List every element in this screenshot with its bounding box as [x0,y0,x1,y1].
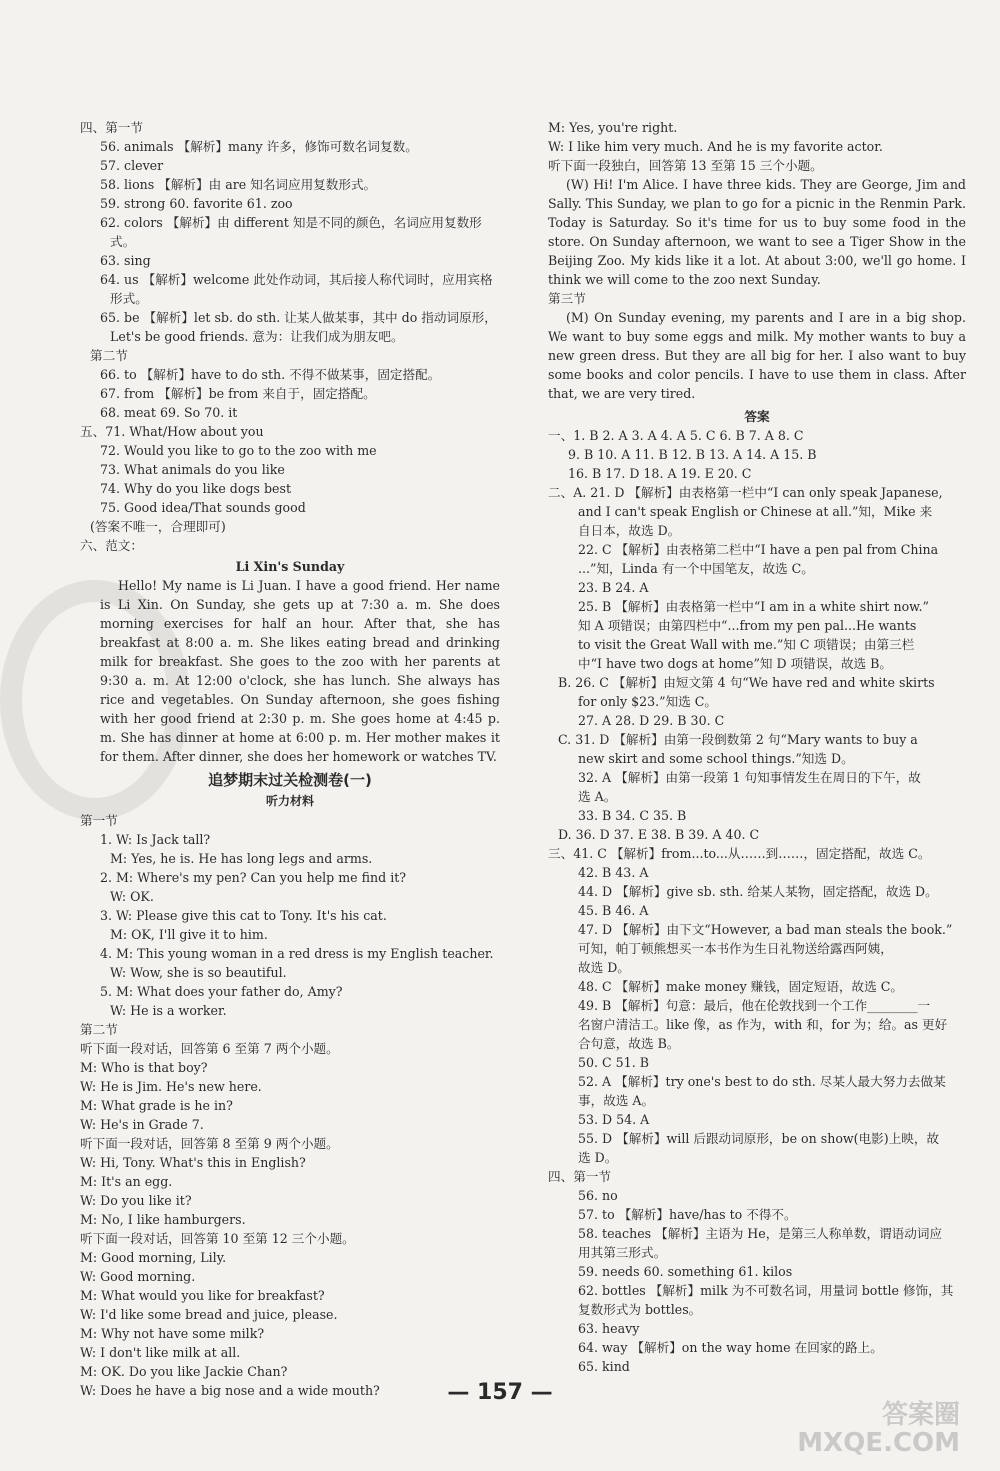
text-line: W: Do you like it? [80,1193,192,1208]
text-line: 二、A. 21. D 【解析】由表格第一栏中“I can only speak Japanese, [548,485,943,500]
text-line: 听下面一段对话，回答第 6 至第 7 两个小题。 [80,1041,339,1056]
text-line: W: He is a worker. [110,1003,227,1018]
text-line: 名窗户清洁工。like 像，as 作为，with 和，for 为；给。as 更好 [578,1017,948,1032]
text-line: M: Good morning, Lily. [80,1250,227,1265]
test-subtitle: 听力材料 [265,794,314,808]
text-line: 3. W: Please give this cat to Tony. It's his cat. [100,908,387,923]
text-line: 23. B 24. A [578,580,649,595]
text-line: 56. no [578,1188,618,1203]
text-line: 75. Good idea/That sounds good [100,500,306,515]
text-line: 听下面一段对话，回答第 10 至第 12 三个小题。 [80,1231,355,1246]
left-lines-block [80,118,500,555]
text-line: 55. D 【解析】will 后跟动词原形，be on show(电影)上映，故 [578,1131,940,1146]
text-line: 33. B 34. C 35. B [578,808,687,823]
text-line: W: He's in Grade 7. [80,1117,204,1132]
text-line: 式。 [110,234,136,249]
section-3-heading: 第三节 [548,291,586,306]
text-line: W: Wow, she is so beautiful. [110,965,287,980]
text-line: 三、41. C 【解析】from...to...从……到……，固定搭配，故选 C。 [548,846,931,861]
text-line: 第一节 [80,813,118,828]
text-line: C. 31. D 【解析】由第一段倒数第 2 句“Mary wants to buy a [558,732,918,747]
text-line: W: He is Jim. He's new here. [80,1079,262,1094]
text-line: M: OK. Do you like Jackie Chan? [80,1364,288,1379]
text-line: 22. C 【解析】由表格第二栏中“I have a pen pal from China [578,542,939,557]
text-line: 59. strong 60. favorite 61. zoo [100,196,293,211]
text-line: 57. to 【解析】have/has to 不得不。 [578,1207,797,1222]
text-line: 44. D 【解析】give sb. sth. 给某人某物，固定搭配，故选 D。 [578,884,938,899]
text-line: 65. kind [578,1359,630,1374]
text-line: 听下面一段独白，回答第 13 至第 15 三个小题。 [548,158,823,173]
essay-body: Hello! My name is Li Juan. I have a good friend. Her name is Li Xin. On Sunday, she gets up at 7:30 a. m. She does morning exercises for half an hour. After that, she has breakfast at 8:00 a. m. She likes eating bread and drinking milk for breakfast. She goes to the zoo with her parents at 9:30 a. m. At 12:00 o'clock, she has lunch. She always has rice and vegetables. On Sunday afternoon, she goes fishing with her good friend at 2:30 p. m. She goes home at 4:45 p. m. She has dinner at home at 6:00 p. m. Her mother makes it for them. After dinner, she does her homework or watches TV. [100,578,500,764]
text-line: 事，故选 A。 [578,1093,655,1108]
text-line: for only $23.”知选 C。 [578,694,718,709]
test-title: 追梦期末过关检测卷(一) [208,771,372,789]
text-line: M: Who is that boy? [80,1060,208,1075]
text-line: 42. B 43. A [578,865,649,880]
text-line: 63. sing [100,253,151,268]
text-line: 67. from 【解析】be from 来自于，固定搭配。 [100,386,376,401]
text-line: 复数形式为 bottles。 [578,1302,702,1317]
text-line: 形式。 [110,291,148,306]
text-line: W: I'd like some bread and juice, please. [80,1307,338,1322]
text-line: 64. us 【解析】welcome 此处作动词，其后接人称代词时，应用宾格 [100,272,493,287]
text-line: M: No, I like hamburgers. [80,1212,246,1227]
text-line: W: OK. [110,889,154,904]
left-column [80,118,500,1400]
text-line: 47. D 【解析】由下文“However, a bad man steals the book.” [578,922,953,937]
text-line: 27. A 28. D 29. B 30. C [578,713,725,728]
text-line: 2. M: Where's my pen? Can you help me find it? [100,870,407,885]
text-line: 合句意，故选 B。 [578,1036,680,1051]
text-line: 63. heavy [578,1321,640,1336]
text-line: 50. C 51. B [578,1055,649,1070]
text-line: 五、71. What/How about you [80,424,264,439]
essay-title: Li Xin's Sunday [235,559,345,574]
text-line: 四、第一节 [80,120,143,135]
text-line: 64. way 【解析】on the way home 在回家的路上。 [578,1340,883,1355]
text-line: 57. clever [100,158,164,173]
text-line: M: It's an egg. [80,1174,173,1189]
text-line: 58. lions 【解析】由 are 知名词应用复数形式。 [100,177,377,192]
section-3-text: (M) On Sunday evening, my parents and I are in a big shop. We want to buy some eggs and milk. My mother wants to buy a new green dress. But they are all big for her. I also want to buy some books and color pencils. I have to use them in class. After that, we are very tired. [548,310,966,401]
watermark-logo: 答案圈 MXQE.COM [797,1400,960,1458]
text-line: 62. bottles 【解析】milk 为不可数名词，用量词 bottle 修饰，其 [578,1283,954,1298]
text-line: 68. meat 69. So 70. it [100,405,238,420]
text-line: Let's be good friends. 意为：让我们成为朋友吧。 [110,329,404,344]
text-line: M: Yes, you're right. [548,120,678,135]
text-line: W: I like him very much. And he is my favorite actor. [548,139,883,154]
text-line: W: Does he have a big nose and a wide mouth? [80,1383,380,1398]
text-line: (答案不唯一，合理即可) [90,519,226,534]
text-line: W: Hi, Tony. What's this in English? [80,1155,306,1170]
text-line: M: What grade is he in? [80,1098,233,1113]
text-line: 9. B 10. A 11. B 12. B 13. A 14. A 15. B [568,447,817,462]
text-line: 可知，帕丁顿熊想买一本书作为生日礼物送给露西阿姨， [578,941,893,956]
text-line: 故选 D。 [578,960,630,975]
text-line: 62. colors 【解析】由 different 知是不同的颜色，名词应用复数形 [100,215,482,230]
text-line: M: Yes, he is. He has long legs and arms. [110,851,373,866]
text-line: 74. Why do you like dogs best [100,481,292,496]
text-line: 16. B 17. D 18. A 19. E 20. C [568,466,752,481]
text-line: 第二节 [90,348,128,363]
text-line: 5. M: What does your father do, Amy? [100,984,343,999]
right-column [548,118,966,1376]
text-line: B. 26. C 【解析】由短文第 4 句“We have red and white skirts [558,675,935,690]
text-line: to visit the Great Wall with me.”知 C 项错误；由第三栏 [578,637,915,652]
text-line: 用其第三形式。 [578,1245,667,1260]
text-line: 听下面一段对话，回答第 8 至第 9 两个小题。 [80,1136,339,1151]
text-line: 选 A。 [578,789,617,804]
left-lines-block-2 [80,811,500,1400]
text-line: 32. A 【解析】由第一段第 1 句知事情发生在周日的下午，故 [578,770,921,785]
text-line: 65. be 【解析】let sb. do sth. 让某人做某事，其中 do 指动词原形， [100,310,497,325]
text-line: 53. D 54. A [578,1112,650,1127]
right-lines-block [548,118,966,175]
text-line: 58. teaches 【解析】主语为 He，是第三人称单数，谓语动词应 [578,1226,943,1241]
text-line: W: Good morning. [80,1269,196,1284]
text-line: 中“I have two dogs at home”知 D 项错误，故选 B。 [578,656,893,671]
text-line: 四、第一节 [548,1169,611,1184]
text-line: 知 A 项错误；由第四栏中“...from my pen pal...He wants [578,618,917,633]
text-line: 4. M: This young woman in a red dress is my English teacher. [100,946,494,961]
text-line: 25. B 【解析】由表格第一栏中“I am in a white shirt now.” [578,599,929,614]
text-line: 48. C 【解析】make money 赚钱，固定短语，故选 C。 [578,979,903,994]
right-lines-block-2 [548,426,966,1376]
text-line: W: I don't like milk at all. [80,1345,241,1360]
text-line: 56. animals 【解析】many 许多，修饰可数名词复数。 [100,139,418,154]
text-line: 49. B 【解析】句意：最后，他在伦敦找到一个工作________一 [578,998,931,1013]
text-line: 59. needs 60. something 61. kilos [578,1264,793,1279]
text-line: 73. What animals do you like [100,462,285,477]
text-line: 选 D。 [578,1150,618,1165]
text-line: 1. W: Is Jack tall? [100,832,211,847]
answers-title: 答案 [744,409,770,424]
page-number: — 157 — [447,1380,553,1405]
text-line: 一、1. B 2. A 3. A 4. A 5. C 6. B 7. A 8. C [548,428,804,443]
text-line: M: OK, I'll give it to him. [110,927,268,942]
text-line: 六、范文： [80,538,143,553]
text-line: new skirt and some school things.”知选 D。 [578,751,854,766]
text-line: 第二节 [80,1022,118,1037]
text-line: 52. A 【解析】try one's best to do sth. 尽某人最大努力去做某 [578,1074,946,1089]
text-line: 自日本，故选 D。 [578,523,681,538]
text-line: 72. Would you like to go to the zoo with me [100,443,377,458]
text-line: 66. to 【解析】have to do sth. 不得不做某事，固定搭配。 [100,367,441,382]
text-line: M: What would you like for breakfast? [80,1288,325,1303]
text-line: D. 36. D 37. E 38. B 39. A 40. C [558,827,760,842]
text-line: and I can't speak English or Chinese at all.”知，Mike 来 [578,504,933,519]
text-line: 45. B 46. A [578,903,649,918]
monologue-text: (W) Hi! I'm Alice. I have three kids. They are George, Jim and Sally. This Sunday, we plan to go for a picnic in the Renmin Park. Today is Saturday. So it's time for us to buy some food in the store. On Sunday afternoon, we want to see a Tiger Show in the Beijing Zoo. My kids like it a lot. At about 3:00, we'll go home. I think we will come to the zoo next Sunday. [548,177,966,287]
text-line: M: Why not have some milk? [80,1326,265,1341]
text-line: ...”知，Linda 有一个中国笔友，故选 C。 [578,561,814,576]
